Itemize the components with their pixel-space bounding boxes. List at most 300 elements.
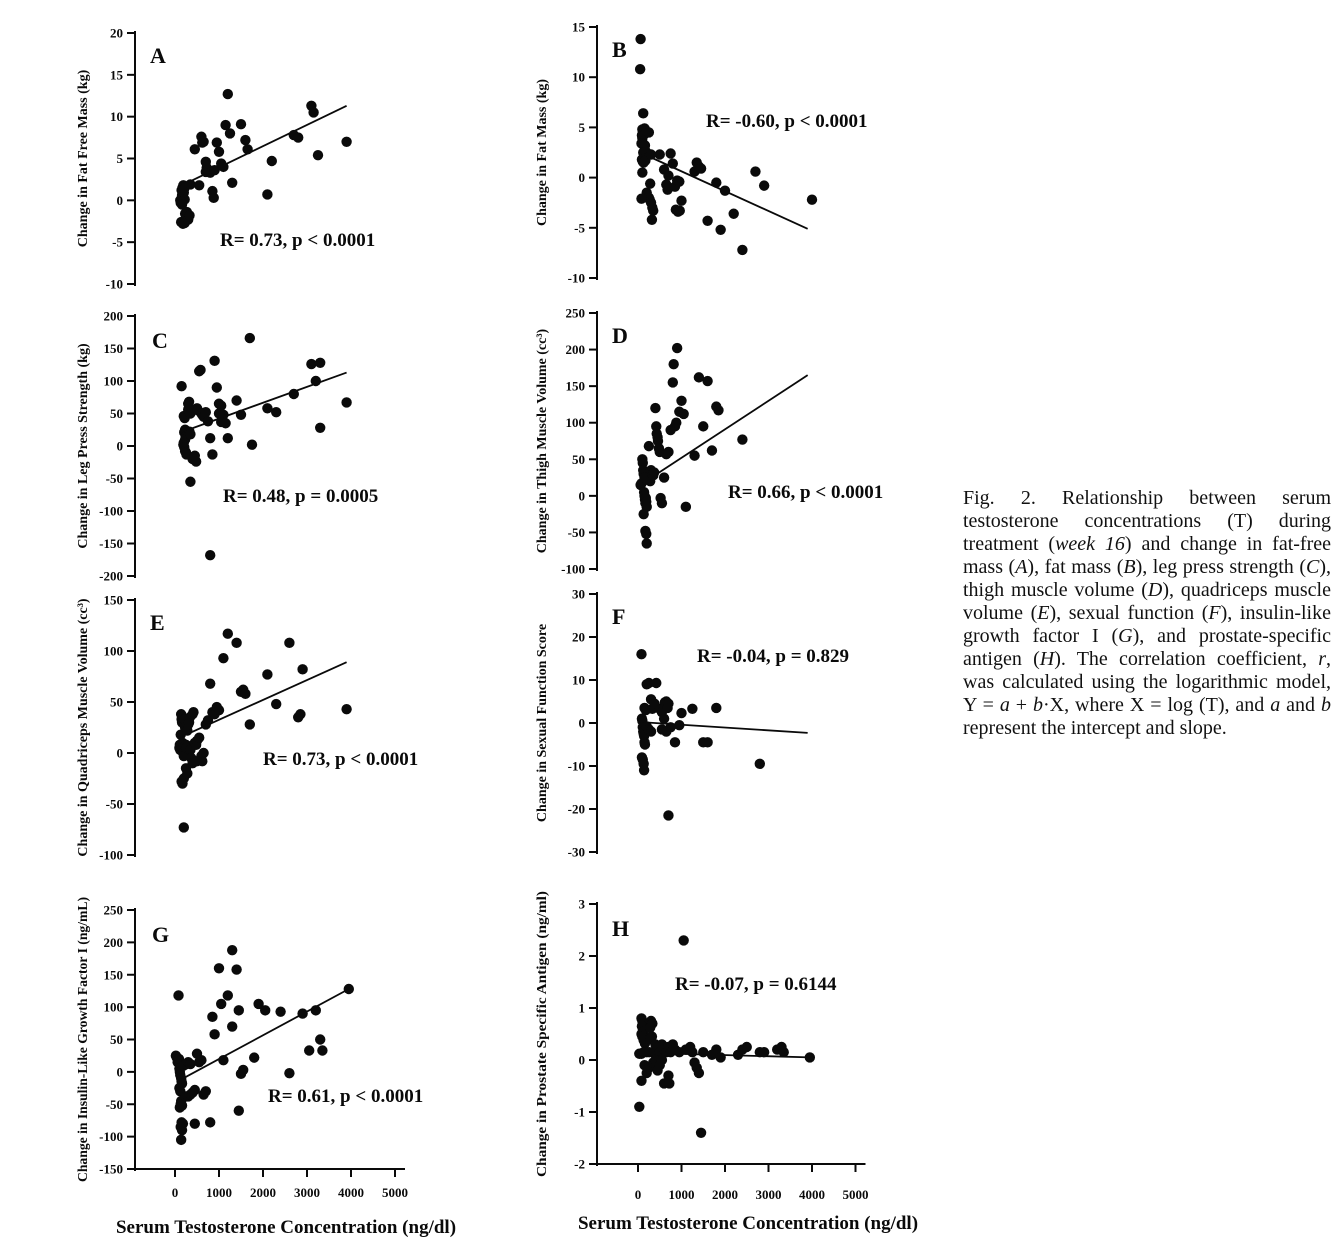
data-point: [711, 177, 721, 187]
data-point: [694, 1068, 704, 1078]
x-tick-label: 0: [171, 1185, 179, 1200]
data-point: [737, 245, 747, 255]
data-point: [707, 445, 717, 455]
x-tick-label: 4000: [799, 1187, 825, 1202]
y-tick-label: 50: [110, 406, 123, 421]
data-point: [663, 170, 673, 180]
data-point: [238, 1065, 248, 1075]
data-point: [341, 137, 351, 147]
data-point: [759, 180, 769, 190]
data-point: [212, 382, 222, 392]
y-tick-label: 10: [572, 69, 585, 85]
data-point: [262, 669, 272, 679]
data-point: [668, 377, 678, 387]
data-point: [284, 638, 294, 648]
correlation-annotation: R= 0.61, p < 0.0001: [268, 1086, 424, 1107]
data-point: [311, 1005, 321, 1015]
panel-E: [76, 593, 418, 863]
data-point: [198, 748, 208, 758]
data-point: [227, 1021, 237, 1031]
panel-letter: C: [152, 328, 168, 353]
data-point: [638, 509, 648, 519]
data-point: [207, 1012, 217, 1022]
data-point: [674, 720, 684, 730]
correlation-annotation: R= -0.60, p < 0.0001: [706, 111, 868, 132]
data-point: [644, 441, 654, 451]
y-tick-label: 5: [116, 151, 123, 166]
caption-run: ), and prostate-specific antigen (: [963, 625, 1331, 670]
caption-run: , was calculated using the logarithmic model, Y =: [963, 648, 1331, 716]
data-point: [750, 166, 760, 176]
data-point: [275, 1006, 285, 1016]
y-tick-label: 50: [572, 451, 585, 467]
data-point: [702, 376, 712, 386]
panel-F: [535, 587, 849, 860]
data-point: [240, 689, 250, 699]
caption-italic-run: D: [1147, 579, 1163, 601]
data-point: [198, 137, 208, 147]
y-tick-label: 200: [103, 308, 123, 324]
data-point: [657, 1055, 667, 1065]
y-tick-label: 200: [565, 342, 585, 358]
data-point: [271, 407, 281, 417]
y-tick-label: 150: [103, 341, 123, 356]
y-tick-label: 0: [578, 1052, 585, 1068]
y-tick-label: 20: [572, 629, 585, 645]
panel-letter: B: [612, 37, 627, 62]
panel-letter: G: [152, 922, 170, 947]
caption-run: ). The correlation coefficient,: [1054, 648, 1319, 670]
data-point: [234, 1005, 244, 1015]
data-point: [315, 358, 325, 368]
y-tick-label: -10: [567, 270, 585, 286]
data-point: [185, 1059, 195, 1069]
caption-italic-run: B: [1123, 556, 1136, 578]
data-point: [227, 945, 237, 955]
y-axis-title: Change in Sexual Function Score: [535, 623, 550, 823]
y-tick-label: 150: [565, 378, 585, 394]
x-tick-label: 4000: [338, 1185, 364, 1200]
x-tick-label: 1000: [668, 1187, 695, 1202]
data-point: [247, 440, 257, 450]
data-point: [209, 356, 219, 366]
data-point: [176, 381, 186, 391]
y-tick-label: -100: [99, 1129, 123, 1145]
y-tick-label: 50: [110, 1032, 123, 1047]
data-point: [306, 359, 316, 369]
data-point: [663, 698, 673, 708]
caption-italic-run: H: [1039, 648, 1055, 670]
y-axis-title: Change in Prostate Specific Antigen (ng/ml): [535, 915, 550, 1177]
data-point: [195, 365, 205, 375]
y-axis-title: Change in Insulin-Like Growth Factor I (ng/mL): [76, 889, 91, 1182]
data-point: [713, 405, 723, 415]
data-point: [191, 456, 201, 466]
y-tick-label: 250: [103, 902, 123, 918]
data-point: [657, 498, 667, 508]
y-tick-label: 3: [578, 896, 585, 912]
data-point: [194, 733, 204, 743]
data-point: [205, 678, 215, 688]
data-point: [236, 410, 246, 420]
caption-run: ) and change in fat-free mass (: [963, 533, 1331, 578]
data-point: [668, 158, 678, 168]
caption-run: represent the intercept and slope.: [963, 717, 1227, 739]
data-point: [759, 1047, 769, 1057]
data-point: [742, 1042, 752, 1052]
y-tick-label: 30: [572, 586, 585, 602]
y-tick-label: 200: [103, 934, 123, 950]
data-point: [223, 89, 233, 99]
data-point: [711, 703, 721, 713]
y-tick-label: -100: [99, 503, 123, 519]
data-point: [715, 1052, 725, 1062]
y-tick-label: 20: [110, 25, 123, 41]
data-point: [297, 1008, 307, 1018]
caption-italic-run: r: [1318, 648, 1327, 670]
regression-line: [640, 375, 807, 485]
data-point: [223, 433, 233, 443]
caption-italic-run: C: [1305, 556, 1320, 578]
data-point: [182, 768, 192, 778]
data-point: [640, 739, 650, 749]
caption-run: ), insulin-like growth factor I (: [963, 602, 1331, 647]
caption-run: ), leg press strength (: [1135, 556, 1306, 578]
x-axis-title: Serum Testosterone Concentration (ng/dl): [577, 1213, 919, 1234]
data-point: [678, 409, 688, 419]
data-point: [315, 1034, 325, 1044]
x-tick-label: 1000: [206, 1185, 232, 1200]
y-tick-label: 1: [578, 1000, 585, 1016]
panel-G: [76, 889, 424, 1200]
y-tick-label: 0: [116, 438, 123, 454]
y-tick-label: 0: [578, 715, 585, 731]
panel-D: [535, 306, 883, 577]
data-point: [178, 1118, 188, 1128]
data-point: [313, 150, 323, 160]
data-point: [674, 176, 684, 186]
correlation-annotation: R= 0.48, p = 0.0005: [223, 486, 379, 507]
y-tick-label: -5: [112, 234, 123, 250]
data-point: [203, 416, 213, 426]
y-tick-label: -10: [567, 758, 585, 774]
data-point: [663, 810, 673, 820]
data-point: [188, 707, 198, 717]
data-point: [240, 135, 250, 145]
data-point: [671, 418, 681, 428]
data-point: [218, 162, 228, 172]
correlation-annotation: R= -0.04, p = 0.829: [697, 646, 850, 667]
caption-italic-run: F: [1208, 602, 1221, 624]
data-point: [242, 144, 252, 154]
caption-italic-run: b: [1033, 694, 1044, 716]
data-point: [245, 719, 255, 729]
y-tick-label: -50: [105, 471, 123, 486]
data-point: [315, 423, 325, 433]
y-axis-title: Change in Leg Press Strength (kg): [76, 343, 91, 549]
data-point: [672, 343, 682, 353]
data-point: [185, 179, 195, 189]
data-point: [341, 704, 351, 714]
data-point: [647, 203, 657, 213]
y-tick-label: -20: [567, 801, 585, 817]
x-tick-label: 0: [634, 1187, 642, 1202]
data-point: [702, 737, 712, 747]
x-tick-label: 3000: [755, 1187, 782, 1202]
data-point: [639, 765, 649, 775]
y-tick-label: 15: [110, 67, 123, 83]
caption-italic-run: week 16: [1055, 533, 1125, 555]
y-tick-label: 150: [103, 967, 123, 983]
x-tick-label: 2000: [712, 1187, 738, 1202]
data-point: [689, 450, 699, 460]
data-point: [659, 472, 669, 482]
data-point: [663, 447, 673, 457]
x-tick-label: 2000: [250, 1185, 276, 1200]
caption-run: Fig. 2. Relationship between serum testosterone concentrations (T) during treatment (: [963, 487, 1331, 555]
data-point: [645, 1023, 655, 1033]
y-tick-label: 0: [578, 488, 585, 504]
data-point: [650, 403, 660, 413]
data-point: [729, 209, 739, 219]
data-point: [635, 34, 645, 44]
data-point: [308, 107, 318, 117]
data-point: [344, 984, 354, 994]
y-axis-title: Change in Fat Mass (kg): [535, 78, 550, 227]
data-point: [737, 434, 747, 444]
data-point: [668, 359, 678, 369]
data-point: [231, 395, 241, 405]
y-tick-label: 0: [116, 192, 123, 208]
data-point: [209, 1029, 219, 1039]
data-point: [175, 1102, 185, 1112]
data-point: [214, 963, 224, 973]
data-point: [194, 180, 204, 190]
data-point: [214, 705, 224, 715]
data-point: [641, 529, 651, 539]
y-tick-label: 10: [110, 109, 123, 125]
y-tick-label: -5: [574, 220, 585, 236]
y-tick-label: 150: [103, 592, 123, 608]
data-point: [687, 704, 697, 714]
data-point: [297, 664, 307, 674]
data-point: [234, 1106, 244, 1116]
data-point: [185, 429, 195, 439]
panel-A: [76, 26, 375, 292]
y-tick-label: 0: [578, 170, 585, 186]
data-point: [190, 1085, 200, 1095]
data-point: [676, 708, 686, 718]
data-point: [755, 759, 765, 769]
data-point: [260, 1005, 270, 1015]
figure-caption: [963, 487, 1331, 740]
data-point: [720, 185, 730, 195]
y-tick-label: 0: [116, 1064, 123, 1080]
data-point: [644, 127, 654, 137]
correlation-annotation: R= 0.66, p < 0.0001: [728, 482, 884, 503]
y-tick-label: -2: [574, 1156, 585, 1172]
data-point: [218, 1055, 228, 1065]
correlation-annotation: R= 0.73, p < 0.0001: [263, 749, 419, 770]
correlation-annotation: R= 0.73, p < 0.0001: [220, 230, 376, 251]
y-tick-label: -50: [105, 796, 123, 812]
caption-run: ), thigh muscle volume (: [963, 556, 1331, 601]
panel-letter: H: [612, 916, 630, 941]
data-point: [696, 163, 706, 173]
y-tick-label: -100: [99, 847, 123, 863]
caption-italic-run: G: [1118, 625, 1133, 647]
data-point: [192, 756, 202, 766]
panel-H: [535, 891, 869, 1202]
y-tick-label: -150: [99, 536, 123, 551]
data-point: [341, 397, 351, 407]
data-point: [190, 1118, 200, 1128]
y-tick-label: 15: [572, 19, 585, 35]
data-point: [184, 210, 194, 220]
data-point: [311, 376, 321, 386]
data-point: [681, 502, 691, 512]
data-point: [176, 1135, 186, 1145]
data-point: [655, 149, 665, 159]
data-point: [715, 225, 725, 235]
data-point: [284, 1068, 294, 1078]
data-point: [676, 396, 686, 406]
x-tick-label: 5000: [382, 1185, 408, 1200]
data-point: [249, 1052, 259, 1062]
y-tick-label: 100: [103, 643, 123, 659]
data-point: [231, 964, 241, 974]
data-point: [245, 333, 255, 343]
correlation-annotation: R= -0.07, p = 0.6144: [675, 974, 837, 995]
panel-B: [535, 20, 868, 286]
data-point: [216, 999, 226, 1009]
y-tick-label: 100: [103, 373, 123, 389]
y-tick-label: -1: [574, 1104, 585, 1120]
data-point: [687, 1047, 697, 1057]
caption-run: ), fat mass (: [1027, 556, 1124, 578]
y-tick-label: 100: [103, 999, 123, 1015]
data-point: [649, 467, 659, 477]
data-point: [659, 714, 669, 724]
y-tick-label: 50: [110, 694, 123, 710]
panel-C: [76, 309, 378, 584]
caption-run: +: [1009, 694, 1034, 716]
y-tick-label: 5: [578, 119, 585, 135]
data-point: [636, 193, 646, 203]
caption-italic-run: a: [999, 694, 1010, 716]
data-point: [779, 1047, 789, 1057]
data-point: [665, 148, 675, 158]
data-point: [262, 189, 272, 199]
x-tick-label: 3000: [294, 1185, 320, 1200]
panel-letter: A: [150, 43, 166, 68]
data-point: [642, 538, 652, 548]
y-tick-label: 2: [578, 948, 585, 964]
y-tick-label: -10: [105, 276, 123, 292]
data-point: [636, 1076, 646, 1086]
caption-run: ·X, where X = log (T), and: [1043, 694, 1271, 716]
data-point: [220, 418, 230, 428]
y-tick-label: -50: [567, 524, 585, 540]
y-axis-title: Change in Thigh Muscle Volume (cc³): [535, 328, 550, 554]
data-point: [698, 421, 708, 431]
data-point: [185, 477, 195, 487]
data-point: [636, 649, 646, 659]
data-point: [267, 156, 277, 166]
data-point: [201, 407, 211, 417]
y-axis-title: Change in Fat Free Mass (kg): [76, 69, 91, 248]
data-point: [212, 137, 222, 147]
y-tick-label: -50: [105, 1096, 123, 1112]
data-point: [670, 737, 680, 747]
data-point: [634, 1102, 644, 1112]
y-tick-label: 10: [572, 672, 585, 688]
data-point: [205, 433, 215, 443]
data-point: [637, 167, 647, 177]
caption-italic-run: A: [1015, 556, 1028, 578]
data-point: [665, 722, 675, 732]
data-point: [209, 193, 219, 203]
caption-italic-run: E: [1037, 602, 1050, 624]
data-point: [805, 1052, 815, 1062]
y-tick-label: -150: [99, 1161, 123, 1177]
data-point: [227, 178, 237, 188]
y-tick-label: -30: [567, 844, 585, 860]
caption-run: and: [1280, 694, 1321, 716]
data-point: [676, 195, 686, 205]
data-point: [207, 449, 217, 459]
data-point: [293, 132, 303, 142]
y-tick-label: 250: [565, 305, 585, 321]
data-point: [231, 638, 241, 648]
data-point: [638, 108, 648, 118]
data-point: [647, 215, 657, 225]
data-point: [646, 726, 656, 736]
data-point: [645, 178, 655, 188]
x-tick-label: 5000: [842, 1187, 869, 1202]
data-point: [218, 653, 228, 663]
caption-italic-run: a: [1270, 694, 1281, 716]
data-point: [205, 550, 215, 560]
data-point: [664, 1078, 674, 1088]
x-axis-title: Serum Testosterone Concentration (ng/dl): [115, 1217, 457, 1238]
data-point: [179, 822, 189, 832]
data-point: [205, 1117, 215, 1127]
data-point: [173, 990, 183, 1000]
y-tick-label: -200: [99, 568, 123, 584]
data-point: [295, 709, 305, 719]
data-point: [702, 216, 712, 226]
data-point: [304, 1045, 314, 1055]
data-point: [635, 64, 645, 74]
y-tick-label: 100: [565, 415, 585, 431]
data-point: [196, 1055, 206, 1065]
data-point: [223, 628, 233, 638]
panel-letter: D: [612, 323, 628, 348]
data-point: [271, 699, 281, 709]
data-point: [223, 990, 233, 1000]
y-tick-label: 0: [116, 745, 123, 761]
y-tick-label: -100: [561, 561, 585, 577]
data-point: [225, 128, 235, 138]
caption-run: ), sexual function (: [1049, 602, 1209, 624]
data-point: [696, 1128, 706, 1138]
data-point: [214, 147, 224, 157]
caption-italic-run: b: [1321, 694, 1331, 716]
data-point: [236, 119, 246, 129]
data-point: [201, 1086, 211, 1096]
caption-run: ), quadriceps muscle volume (: [963, 579, 1331, 624]
